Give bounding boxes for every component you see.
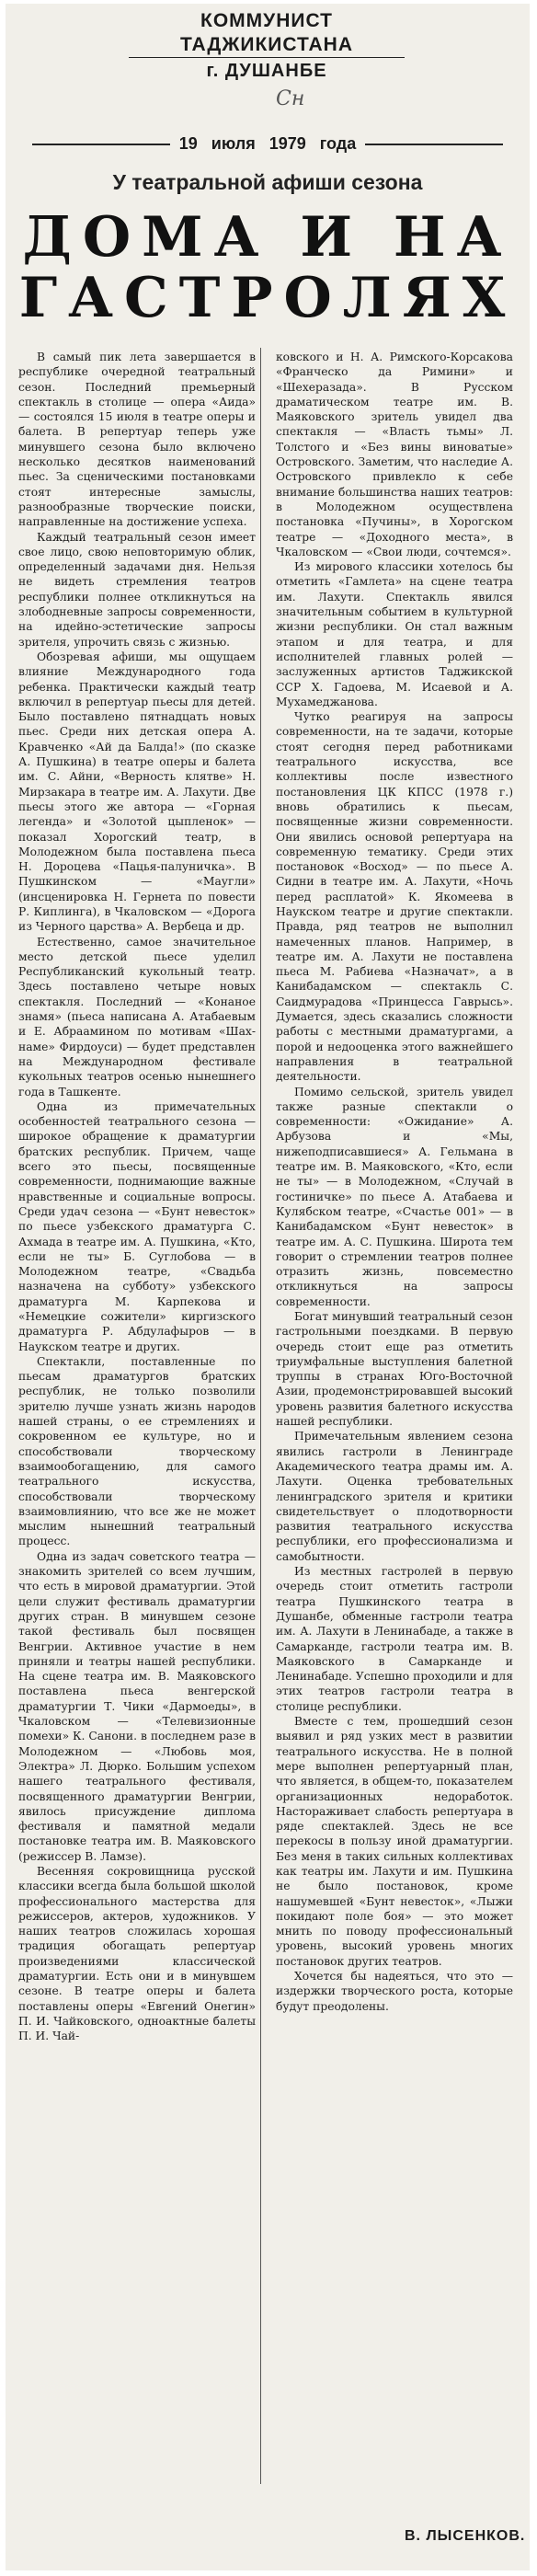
paragraph: Спектакли, поставленные по пьесам драматургов братских республик, не только позволили зрителю лучше узнать жизнь народов нашей страны, о ее стремлениях и сокровенном ее культуре, но и способствовали творческому взаимообогащению, для самого театрального искусства, способствовали творческому взаимовлиянию, что все же не может мыслим нынешний театральный процесс. xyxy=(18,1354,256,1548)
headline-line-1: ДОМА И НА xyxy=(22,205,513,270)
issue-date: 19 июля 1979 года xyxy=(6,134,530,154)
handwritten-mark: Сн xyxy=(276,87,305,110)
paragraph: В самый пик лета завершается в республике очередной театральный сезон. Последний премьерный спектакль в столице — опера «Аида» — состоялся 15 июля в театре оперы и балета. В репертуар теперь уже минувшего сезона было включено несколько десятков наименований пьес. За сценическими постановками стоят интересные замыслы, разнообразные творческие поиски, направленные на достижение успеха. xyxy=(18,351,256,529)
masthead xyxy=(129,9,405,84)
paragraph: Богат минувший театральный сезон гастрольными поездками. В первую очередь стоит еще раз отметить триумфальные выступления балетной труппы в странах Юго-Восточной Азии, продемонстрировавшей высокий уровень развития балетного искусства нашей республики. xyxy=(276,1310,513,1429)
paragraph: Из мирового классики хотелось бы отметить «Гамлета» на сцене театра им. Лахути. Спектакль явился значительным событием в культурной жизни республики. Он стал важным этапом и для театра, и для исполнителей главных ролей — заслуженных артистов Таджикской ССР Х. Гадоева, М. Исаевой и А. Мухамеджанова. xyxy=(276,560,513,708)
paragraph: Чутко реагируя на запросы современности, на те задачи, которые стоят сегодня перед работниками театрального искусства, все коллективы после известного постановления ЦК КПСС (1978 г.) вновь обратились к пьесам, посвященные жизни современности. Они явились основой репертуара на современную тематику. Среди этих постановок «Восход» — по пьесе А. Сидни в театре им. А. Лахути, «Ночь перед расплатой» К. Якомеева в Наукском театре и другие спектакли. Правда, ряд театров не выполнил намеченных планов. Например, в театре им. А. Лахути не поставлена пьеса М. Рабиева «Назначат», а в Канибадамском — спектакль С. Саидмурадова «Принцесса Гаврысь». Думается, здесь сказались сложности работы с местными драматургами, а порой и недооценка этого важнейшего направления в театральной деятельности. xyxy=(276,710,513,1084)
dateline xyxy=(6,129,530,166)
right-column xyxy=(276,350,513,2014)
paragraph: Из местных гастролей в первую очередь стоит отметить гастроли театра Пушкинского театра в Душанбе, обменные гастроли театра им. А. Лахути в Ленинабаде, а также в Самарканде, гастроли театра им. В. Маяковского в Самарканде и Ленинабаде. Успешно проходили и для этих театров гастроли театра в столице республики. xyxy=(276,1565,513,1713)
city-line: г. ДУШАНБЕ xyxy=(206,61,327,81)
paragraph: Одна из примечательных особенностей театрального сезона — широкое обращение к драматургии братских республик. Причем, чаще всего это пьесы, посвященные современности, поднимающие важные нравственные и социальные вопросы. Среди удач сезона — «Бунт невесток» по пьесе узбекского драматурга С. Ахмада в театре им. А. Пушкина, «Кто, если не ты» Б. Суглобова — в Молодежном театре, «Свадьба назначена на субботу» узбекского драматурга М. Карпекова и «Немецкие сожители» киргизского драматурга Р. Абдулафыров — в Наукском театре и других. xyxy=(18,1099,256,1353)
column-divider xyxy=(260,348,261,2484)
paragraph: Каждый театральный сезон имеет свое лицо, свою неповторимую облик, определенный задачами дня. Нельзя не видеть стремления театров республики полнее откликнуться на злободневные запросы современности, на идейно-эстетические запросы зрителя, упрочить связь с жизнью. xyxy=(18,530,256,649)
author-signature: В. ЛЫСЕНКОВ. xyxy=(405,2528,526,2544)
paragraph: Естественно, самое значительное место детской пьесе уделил Республиканский кукольный театр. Здесь поставлено четыре новых спектакля. Последний — «Конаное знамя» (пьеса написана А. Атабаевым и Е. Абраамином по мотивам «Шах-наме» Фирдоуси) — будет представлен на Международном фестивале кукольных театров осенью нынешнего года в Ташкенте. xyxy=(18,935,256,1098)
headline-line-2: ГАСТРОЛЯХ xyxy=(18,266,517,330)
paragraph: Весенняя сокровищница русской классики всегда была большой школой профессионального мастерства для режиссеров, актеров, художников. У наших театров сложилась хорошая традиция обогащать репертуар произведениями классической драматургии. Есть они и в минувшем сезоне. В театре оперы и балета поставлены оперы «Евгений Онегин» П. И. Чайковского, однoактные балеты П. И. Чай- xyxy=(18,1864,256,2043)
paragraph: Помимо сельской, зритель увидел также разные спектакли о современности: «Ожидание» А. Арбузова и «Мы, нижеподписавшиеся» А. Гельмана в театре им. В. Маяковского, «Кто, если не ты» — в Молодежном, «Случай в гостиничке» по пьесе А. Атабаева и Кулябском театре, «Счастье 001» — в Канибадамском «Бунт невесток» в театре им. А. С. Пушкина. Широта тем говорит о стремлении театров полнее отразить жизнь, повсеместно откликнуться на запросы современности. xyxy=(276,1085,513,1308)
paragraph: Вместе с тем, прошедший сезон выявил и ряд узких мест в развитии театрального искусства. Не в полной мере выполнен репертуарный план, что является, в общем-то, показателем организационных недоработок. Настораживает слабость репертуара в ряде спектаклей. Здесь не все перекосы в пользу иной драматургии. Без меня в таких сильных коллективах как театры им. Лахути и им. Пушкина не было постановок, кроме нашумевшей «Бунт невесток», «Лыжи покидают поле боя» — это может мнить по поводу профессиональный уровень, высокий уровень многих постановок других театров. xyxy=(276,1715,513,1968)
paragraph: ковского и Н. А. Римского-Корсакова «Франческо да Римини» и «Шехеразада». В Русском драматическом театре им. В. Маяковского зритель увидел два спектакля — «Власть тьмы» Л. Толстого и «Без вины виноватые» Островского. Заметим, что наследие А. Островского привлекло к себе внимание большинства наших театров: в Молодежном осуществлена постановка «Пучины», в Хорогском театре — «Доходного места», в Чкаловском — «Свои люди, сочтемся». xyxy=(276,351,513,558)
paragraph: Обозревая афиши, мы ощущаем влияние Международного года ребенка. Практически каждый театр включил в репертуар пьесы для детей. Было поставлено пятнадцать новых пьес. Среди них детская опера А. Кравченко «Ай да Балда!» (по сказке А. Пушкина) в театре оперы и балета им. С. Айни, «Верность клятве» Н. Мирзакара в театре им. А. Лахути. Две пьесы этого же автора — «Горная легенда» и «Золотой цыпленок» — показал Хорогский театр, в Молодежном была поставлена пьеса Н. Дороцева «Пацья-палуничка». В Пушкинском — «Маугли» (инсценировка Н. Гернета по повести Р. Киплинга), в Чкаловском — «Дорога из Черного царства» А. Вербеца и др. xyxy=(18,650,256,934)
section-kicker: У театральной афиши сезона xyxy=(112,170,423,194)
paragraph: Одна из задач советского театра — знакомить зрителей со всем лучшим, что есть в мировой драматургии. Этой цели служит фестиваль драматургии других стран. В минувшем сезоне такой фестиваль был посвящен Венгрии. Активное участие в нем приняли и театры нашей республики. На сцене театра им. В. Маяковского поставлена пьеса венгерской драматургии Т. Чики «Дармоеды», в Чкаловском — «Телевизионные помехи» К. Санони. в последнем разе в Молодежном — «Любовь моя, Электра» Л. Дюрко. Большим успехом нашего театрального фестиваля, посвященного драматургии Венгрии, явилось присуждение диплома фестиваля и памятной медали постановке театра им. В. Маяковского (режиссер В. Ламзе). xyxy=(18,1549,256,1863)
headline xyxy=(6,207,530,328)
paragraph: Примечательным явлением сезона явились гастроли в Ленинграде Академического театра драмы им. А. Лахути. Оценка требовательных ленинградского зрителя и критики свидетельствует о плодотворности развития театрального искусства республики, его профессионализма и самобытности. xyxy=(276,1430,513,1563)
newspaper-title: КОММУНИСТ ТАДЖИКИСТАНА xyxy=(129,9,405,58)
left-column xyxy=(18,350,256,2044)
paragraph: Хочется бы надеяться, что это — издержки творческого роста, которые будут преодолены. xyxy=(276,1970,513,2013)
